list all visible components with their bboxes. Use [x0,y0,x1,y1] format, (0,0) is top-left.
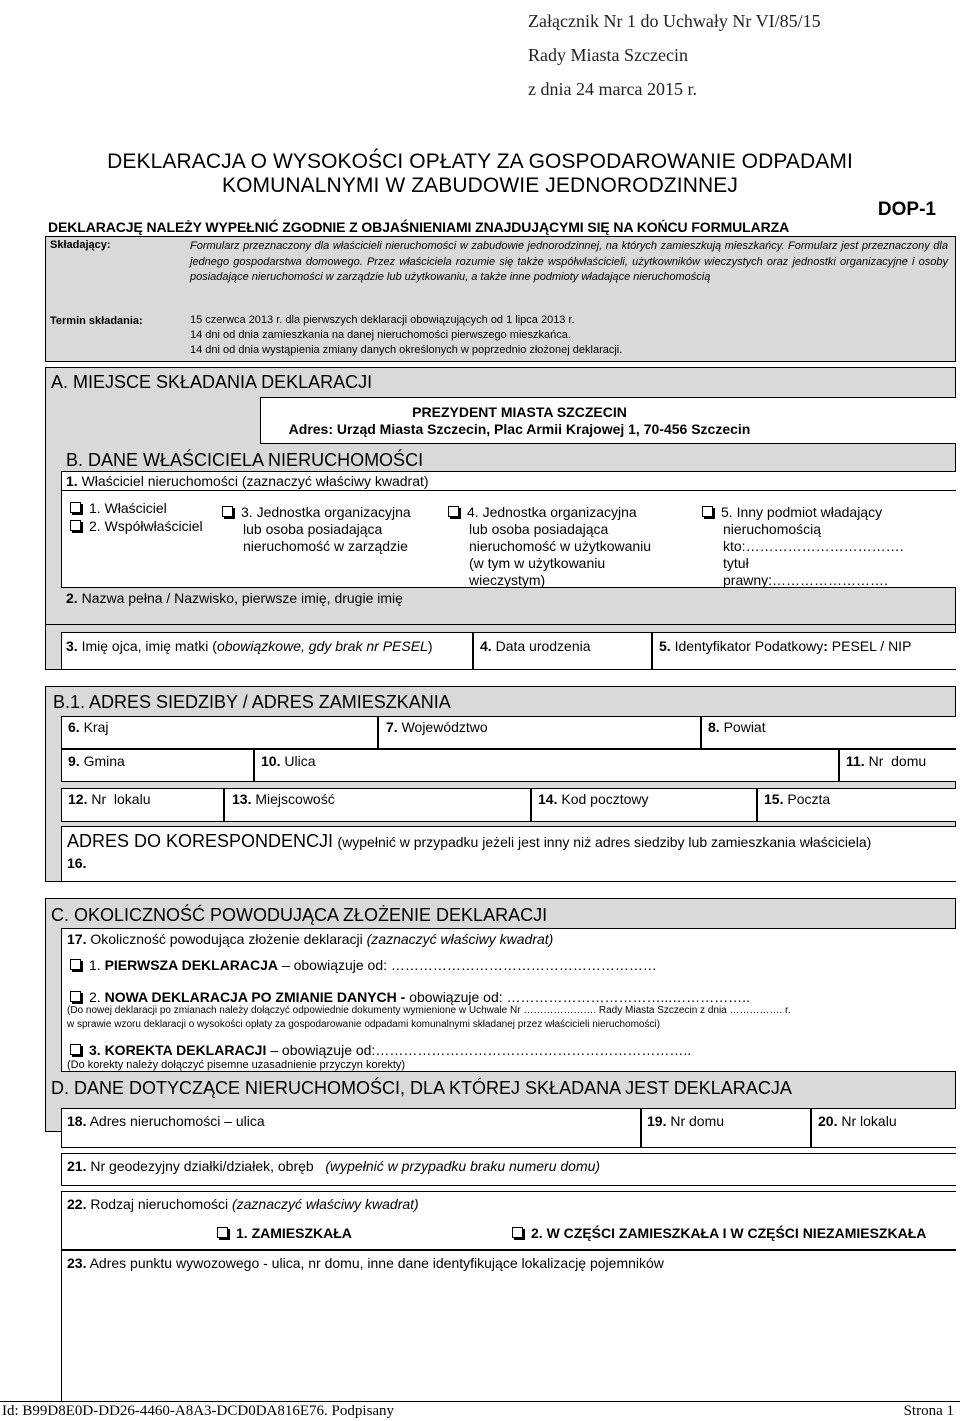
field-10-box[interactable] [254,749,839,782]
field-17-num: 17. [67,931,87,947]
field-13-num: 13. [232,791,252,807]
option-usage-l3: nieruchomość w użytkowaniu [469,538,652,554]
field-22-num: 22. [67,1196,87,1212]
field-1-num: 1. [66,473,78,489]
option-mixed-label: 2. W CZĘŚCI ZAMIESZKAŁA I W CZĘŚCI NIEZAMIESZKAŁA [531,1225,927,1241]
deadline-label: Termin składania: [50,315,143,327]
option-usage-l4: (w tym w użytkowaniu [469,555,606,571]
option-residential-label: 1. ZAMIESZKAŁA [236,1225,352,1241]
option-new-num: 2. [89,989,101,1005]
footer-divider [0,1401,960,1402]
option-co-owner-label: 2. Współwłaściciel [89,518,203,534]
option-other-l5: prawny:……………………. [723,572,888,588]
footer-id: Id: B99D8E0D-DD26-4460-A8A3-DCD0DA816E76. Podpisany [2,1403,395,1419]
field-10-text: Ulica [284,753,316,769]
checkbox-icon[interactable] [217,1227,228,1238]
field-3-label [66,638,433,654]
option-first-rest: – obowiązuje od: ………………………………………………… [281,957,657,973]
submitter-label: Składający: [50,239,111,251]
field-23-label [67,1255,664,1271]
option-management[interactable] [222,504,411,555]
annex-line-1: Załącznik Nr 1 do Uchwały Nr VI/85/15 [528,11,821,31]
field-17-note: (zaznaczyć właściwy kwadrat) [366,931,554,947]
option-new-declaration[interactable] [70,989,750,1005]
field-5-text: Identyfikator Podatkowy [674,638,824,654]
option-new-note-1: (Do nowej deklaracji po zmianach należy dołączyć odpowiednie dokumenty wymienione w Uchwale Nr …………………. Rady Miasta Szczecin z dnia ……………. r. [67,1005,791,1016]
field-3-text-c: ) [427,638,433,654]
option-other-l2: nieruchomością [723,521,822,537]
option-new-bold: NOWA DEKLARACJA PO ZMIANIE DANYCH - [104,989,406,1005]
option-other-l3: kto:……………………………. [723,538,904,554]
addressee-address: Adres: Urząd Miasta Szczecin, Plac Armii Krajowej 1, 70-456 Szczecin [288,421,751,437]
field-8-label [708,719,766,735]
annex-line-3: z dnia 24 marca 2015 r. [528,79,697,99]
annex-line-2: Rady Miasta Szczecin [528,45,688,65]
field-1-text: Właściciel nieruchomości (zaznaczyć właściwy kwadrat) [81,473,429,489]
checkbox-icon[interactable] [70,959,81,970]
option-first-declaration[interactable] [70,957,657,973]
option-new-note-2: w sprawie wzoru deklaracji o wysokości opłaty za gospodarowanie odpadami komunalnymi składanej przez właścicieli nieruchomości) [67,1019,661,1030]
field-16-num: 16. [67,855,87,871]
field-4-text: Data urodzenia [495,638,591,654]
option-first-bold: PIERWSZA DEKLARACJA [104,957,279,973]
field-14-text: Kod pocztowy [561,791,649,807]
field-4-num: 4. [480,638,492,654]
option-correction-note: (Do korekty należy dołączyć pisemne uzasadnienie przyczyn korekty) [67,1059,406,1071]
field-5-value: PESEL / NIP [831,638,912,654]
field-7-label [386,719,488,735]
option-residential[interactable] [217,1225,352,1241]
field-18-num: 18. [67,1113,87,1129]
field-22-text: Rodzaj nieruchomości [90,1196,229,1212]
field-8-text: Powiat [723,719,766,735]
field-21-text: Nr geodezyjny działki/działek, obręb [90,1158,314,1174]
field-19-text: Nr domu [670,1113,725,1129]
field-5-colon: : [823,638,828,654]
field-3-text-b: obowiązkowe, gdy brak nr PESEL [216,638,428,654]
field-3-text-a: Imię ojca, imię matki ( [81,638,217,654]
field-7-num: 7. [386,719,398,735]
field-8-num: 8. [708,719,720,735]
field-18-text: Adres nieruchomości – ulica [89,1113,265,1129]
deadline-line-1: 15 czerwca 2013 r. dla pierwszych deklaracji obowiązujących od 1 lipca 2013 r. [190,314,575,326]
section-c-heading: C. OKOLICZNOŚĆ POWODUJĄCA ZŁOŻENIE DEKLARACJI [51,905,548,925]
field-14-num: 14. [538,791,558,807]
field-9-num: 9. [68,753,80,769]
field-20-num: 20. [818,1113,838,1129]
checkbox-icon[interactable] [512,1227,523,1238]
option-management-l1: 3. Jednostka organizacyjna [241,504,411,520]
option-mixed[interactable] [512,1225,926,1241]
field-6-label [68,719,108,735]
field-11-text: Nr domu [868,753,927,769]
field-19-label [647,1113,724,1129]
option-other[interactable] [702,504,903,589]
field-2-num: 2. [66,590,78,606]
option-co-owner[interactable] [70,518,203,534]
document-title [0,150,960,198]
deadline-lines [190,313,622,358]
field-20-label [818,1113,897,1129]
field-9-text: Gmina [83,753,125,769]
option-correction[interactable] [70,1042,691,1058]
annex-block [528,4,821,106]
addressee: PREZYDENT MIASTA SZCZECIN [412,404,627,420]
section-b-heading: B. DANE WŁAŚCICIELA NIERUCHOMOŚCI [66,450,424,470]
field-15-text: Poczta [787,791,831,807]
correspondence-heading: ADRES DO KORESPONDENCJI [67,831,334,851]
checkbox-icon[interactable] [70,502,81,513]
field-3-num: 3. [66,638,78,654]
deadline-line-3: 14 dni od dnia wystąpienia zmiany danych określonych w poprzednio złożonej deklaracji. [190,344,623,356]
section-b1-heading: B.1. ADRES SIEDZIBY / ADRES ZAMIESZKANIA [53,692,451,712]
title-line-1: DEKLARACJA O WYSOKOŚCI OPŁATY ZA GOSPODAROWANIE ODPADAMI [107,150,853,173]
field-14-label [538,791,649,807]
field-17-text: Okoliczność powodująca złożenie deklaracji [90,931,363,947]
option-correction-rest: – obowiązuje od:………………………………………………………….. [270,1042,692,1058]
footer-page: Strona 1 [903,1403,954,1419]
option-first-num: 1. [89,957,101,973]
field-13-text: Miejscowość [255,791,335,807]
field-12-label [68,791,151,807]
field-12-num: 12. [68,791,88,807]
field-18-label [67,1113,265,1129]
field-11-label [846,753,926,769]
field-23-box[interactable] [61,1250,956,1402]
field-10-num: 10. [261,753,281,769]
field-22-note: (zaznaczyć właściwy kwadrat) [231,1196,419,1212]
field-7-text: Województwo [401,719,488,735]
field-2-label [66,590,403,606]
correspondence-heading-row [67,831,871,852]
checkbox-icon[interactable] [70,1044,81,1055]
field-23-text: Adres punktu wywozowego - ulica, nr domu, inne dane identyfikujące lokalizację pojemników [89,1255,664,1271]
field-21-note: (wypełnić w przypadku braku numeru domu) [325,1158,601,1174]
field-21-num: 21. [67,1158,87,1174]
option-management-l3: nieruchomość w zarządzie [243,538,408,554]
checkbox-icon[interactable] [70,520,81,531]
option-management-l2: lub osoba posiadająca [243,521,383,537]
field-4-label [480,638,591,654]
section-a-heading: A. MIEJSCE SKŁADANIA DEKLARACJI [51,372,373,392]
field-6-num: 6. [68,719,80,735]
field-15-label [764,791,830,807]
field-10-label [261,753,315,769]
option-correction-bold: 3. KOREKTA DEKLARACJI [89,1042,267,1058]
option-other-l4: tytuł [723,555,749,571]
field-12-text: Nr lokalu [91,791,151,807]
field-17-label [67,931,553,947]
section-d-heading: D. DANE DOTYCZĄCE NIERUCHOMOŚCI, DLA KTÓREJ SKŁADANA JEST DEKLARACJA [51,1078,792,1098]
field-21-label [67,1158,600,1174]
field-6-text: Kraj [83,719,109,735]
field-6-box[interactable] [61,716,378,749]
field-19-num: 19. [647,1113,667,1129]
field-11-num: 11. [846,753,865,769]
field-23-num: 23. [67,1255,87,1271]
checkbox-icon[interactable] [70,991,81,1002]
option-other-l1: 5. Inny podmiot władający [721,504,883,520]
checkbox-icon[interactable] [702,506,713,517]
field-5-num: 5. [659,638,671,654]
option-new-rest: obowiązuje od: ……………………………...…………….. [409,989,750,1005]
field-2-text: Nazwa pełna / Nazwisko, pierwsze imię, drugie imię [81,590,403,606]
field-9-label [68,753,125,769]
checkbox-icon[interactable] [448,506,459,517]
deadline-line-2: 14 dni od dnia zamieszkania na danej nieruchomości pierwszego mieszkańca. [190,329,571,341]
field-5-label [659,638,911,654]
option-usage-l2: lub osoba posiadająca [469,521,609,537]
option-usage-l1: 4. Jednostka organizacyjna [467,504,637,520]
fill-instruction: DEKLARACJĘ NALEŻY WYPEŁNIĆ ZGODNIE Z OBJAŚNIENIAMI ZNAJDUJĄCYMI SIĘ NA KOŃCU FORMULARZA [48,219,790,235]
option-owner-label: 1. Właściciel [89,500,167,516]
submitter-text: Formularz przeznaczony dla właścicieli nieruchomości w zabudowie jednorodzinnej, na których zamieszkują mieszkańcy. Formularz jest przeznaczony dla jednego gospodarstwa domowego. Przez właściciela rozumie się także współwłaścicieli, użytkowników wieczystych oraz jednostki organizacyjne i osoby posiadające nieruchomości w zarządzie lub użytkowaniu, a także inne podmioty władające nieruchomością [190,240,948,283]
field-22-label [67,1196,419,1212]
field-13-label [232,791,335,807]
title-line-2: KOMUNALNYMI W ZABUDOWIE JEDNORODZINNEJ [222,174,738,197]
correspondence-note: (wypełnić w przypadku jeżeli jest inny niż adres siedziby lub zamieszkania właściciela) [337,834,872,850]
option-usage[interactable] [448,504,651,589]
option-usage-l5: wieczystym) [469,572,546,588]
field-20-text: Nr lokalu [841,1113,897,1129]
field-15-num: 15. [764,791,784,807]
field-1-label [66,473,429,489]
form-code: DOP-1 [877,199,936,220]
option-owner[interactable] [70,500,167,516]
checkbox-icon[interactable] [222,506,233,517]
